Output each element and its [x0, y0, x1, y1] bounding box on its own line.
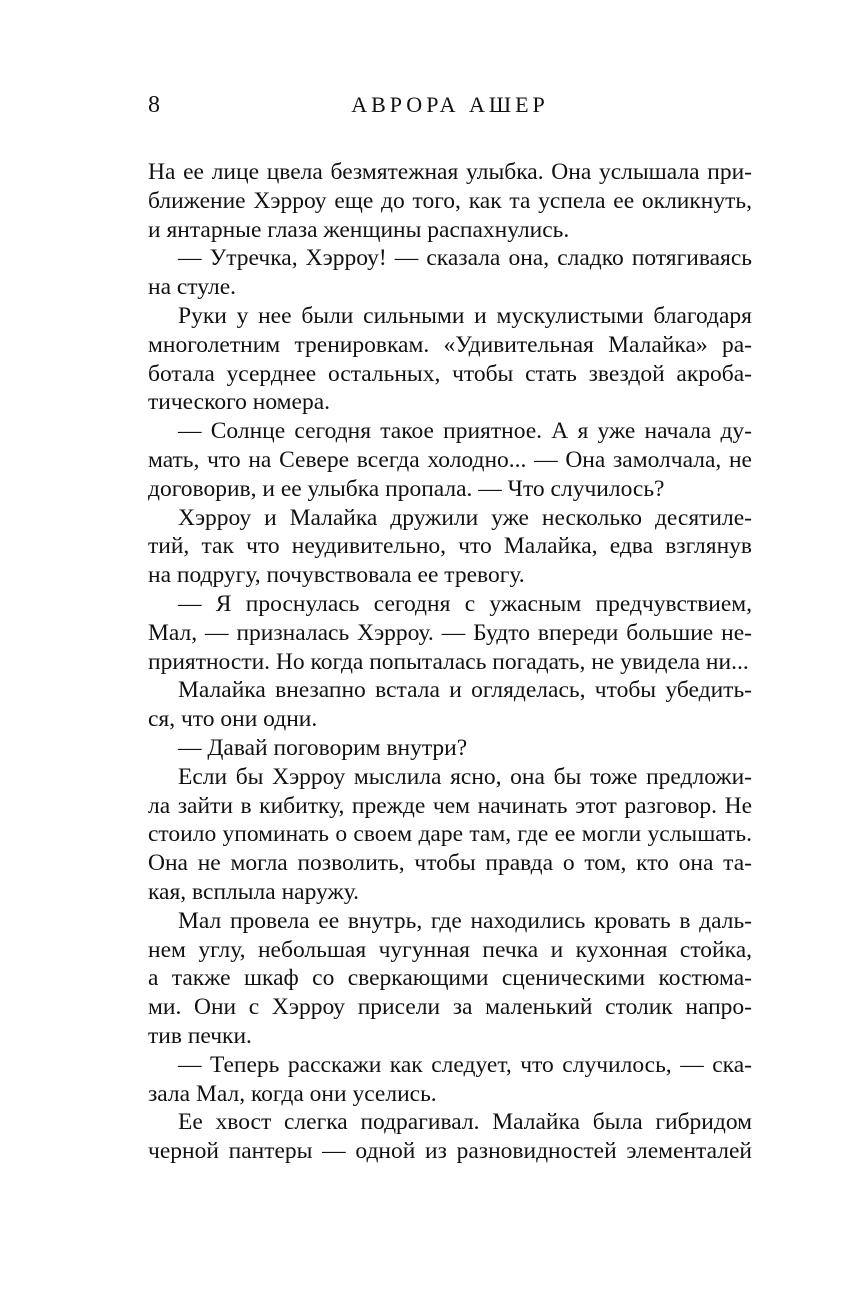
paragraph [148, 1108, 752, 1166]
text-line: тического номера. [148, 389, 330, 416]
body-text [148, 158, 752, 1166]
text-line: — Солнце сегодня такое приятное. А я уже начала ду- [178, 418, 752, 445]
text-line: на стуле. [148, 274, 237, 301]
text-line: — Утречка, Хэрроу! — сказала она, сладко потягиваясь [178, 245, 752, 272]
text-line: Малайка внезапно встала и огляделась, чтобы убедить- [178, 677, 752, 704]
text-line: ближение Хэрроу еще до того, как та успела ее окликнуть, [148, 187, 752, 214]
paragraph [148, 590, 752, 676]
text-line: На ее лице цвела безмятежная улыбка. Она услышала при- [148, 159, 752, 185]
text-line: ми. Они с Хэрроу присели за маленький столик напро- [148, 994, 752, 1021]
page-header [148, 88, 752, 122]
text-line: Руки у нее были сильными и мускулистыми благодаря [178, 302, 752, 329]
paragraph [148, 907, 752, 1051]
paragraph [148, 504, 752, 590]
running-head-author: АВРОРА АШЕР [351, 92, 549, 117]
paragraph [148, 302, 752, 417]
text-line: и янтарные глаза женщины распахнулись. [148, 216, 570, 243]
text-line: ся, что они одни. [148, 706, 318, 733]
text-line: мать, что на Севере всегда холодно... — Она замолчала, не [148, 446, 752, 473]
text-line: а также шкаф со сверкающими сценическими костюма- [148, 965, 752, 992]
text-line: тий, так что неудивительно, что Малайка, едва взглянув [148, 533, 752, 560]
text-line: Хэрроу и Малайка дружили уже несколько десятиле- [178, 504, 752, 531]
text-line: — Давай поговорим внутри? [178, 734, 468, 761]
text-line: договорив, и ее улыбка пропала. — Что случилось? [148, 475, 665, 502]
text-line: кая, всплыла наружу. [148, 878, 359, 905]
text-line: Мал, — призналась Хэрроу. — Будто впереди большие не- [148, 619, 752, 646]
paragraph [148, 417, 752, 503]
paragraph [148, 734, 752, 763]
text-line: ботала усерднее остальных, чтобы стать звездой акроба- [148, 360, 752, 387]
text-line: многолетним тренировкам. «Удивительная Малайка» ра- [148, 331, 752, 358]
text-line: на подругу, почувствовала ее тревогу. [148, 562, 525, 589]
text-line: приятности. Но когда попыталась погадать, не увидела ни... [148, 648, 749, 675]
paragraph [148, 158, 752, 244]
text-line: ла зайти в кибитку, прежде чем начинать этот разговор. Не [148, 792, 752, 819]
text-line: Ее хвост слегка подрагивал. Малайка была гибридом [178, 1109, 752, 1136]
paragraph [148, 763, 752, 907]
text-line: стоило упоминать о своем даре там, где ее могли услышать. [148, 821, 752, 848]
text-line: — Теперь расскажи как следует, что случилось, — ска- [178, 1051, 752, 1078]
text-line: зала Мал, когда они уселись. [148, 1080, 437, 1107]
paragraph [148, 244, 752, 302]
text-line: Мал провела ее внутрь, где находились кровать в даль- [178, 907, 752, 934]
paragraph [148, 676, 752, 734]
page-number: 8 [148, 92, 160, 118]
text-line: нем углу, небольшая чугунная печка и кухонная стойка, [148, 936, 752, 963]
text-line: Она не могла позволить, чтобы правда о том, кто она та- [148, 850, 752, 877]
text-line: тив печки. [148, 1022, 252, 1049]
text-line: черной пантеры — одной из разновидностей элементалей [148, 1138, 752, 1165]
text-line: — Я проснулась сегодня с ужасным предчувствием, [178, 590, 752, 617]
paragraph [148, 1051, 752, 1109]
text-line: Если бы Хэрроу мыслила ясно, она бы тоже предложи- [178, 763, 752, 790]
